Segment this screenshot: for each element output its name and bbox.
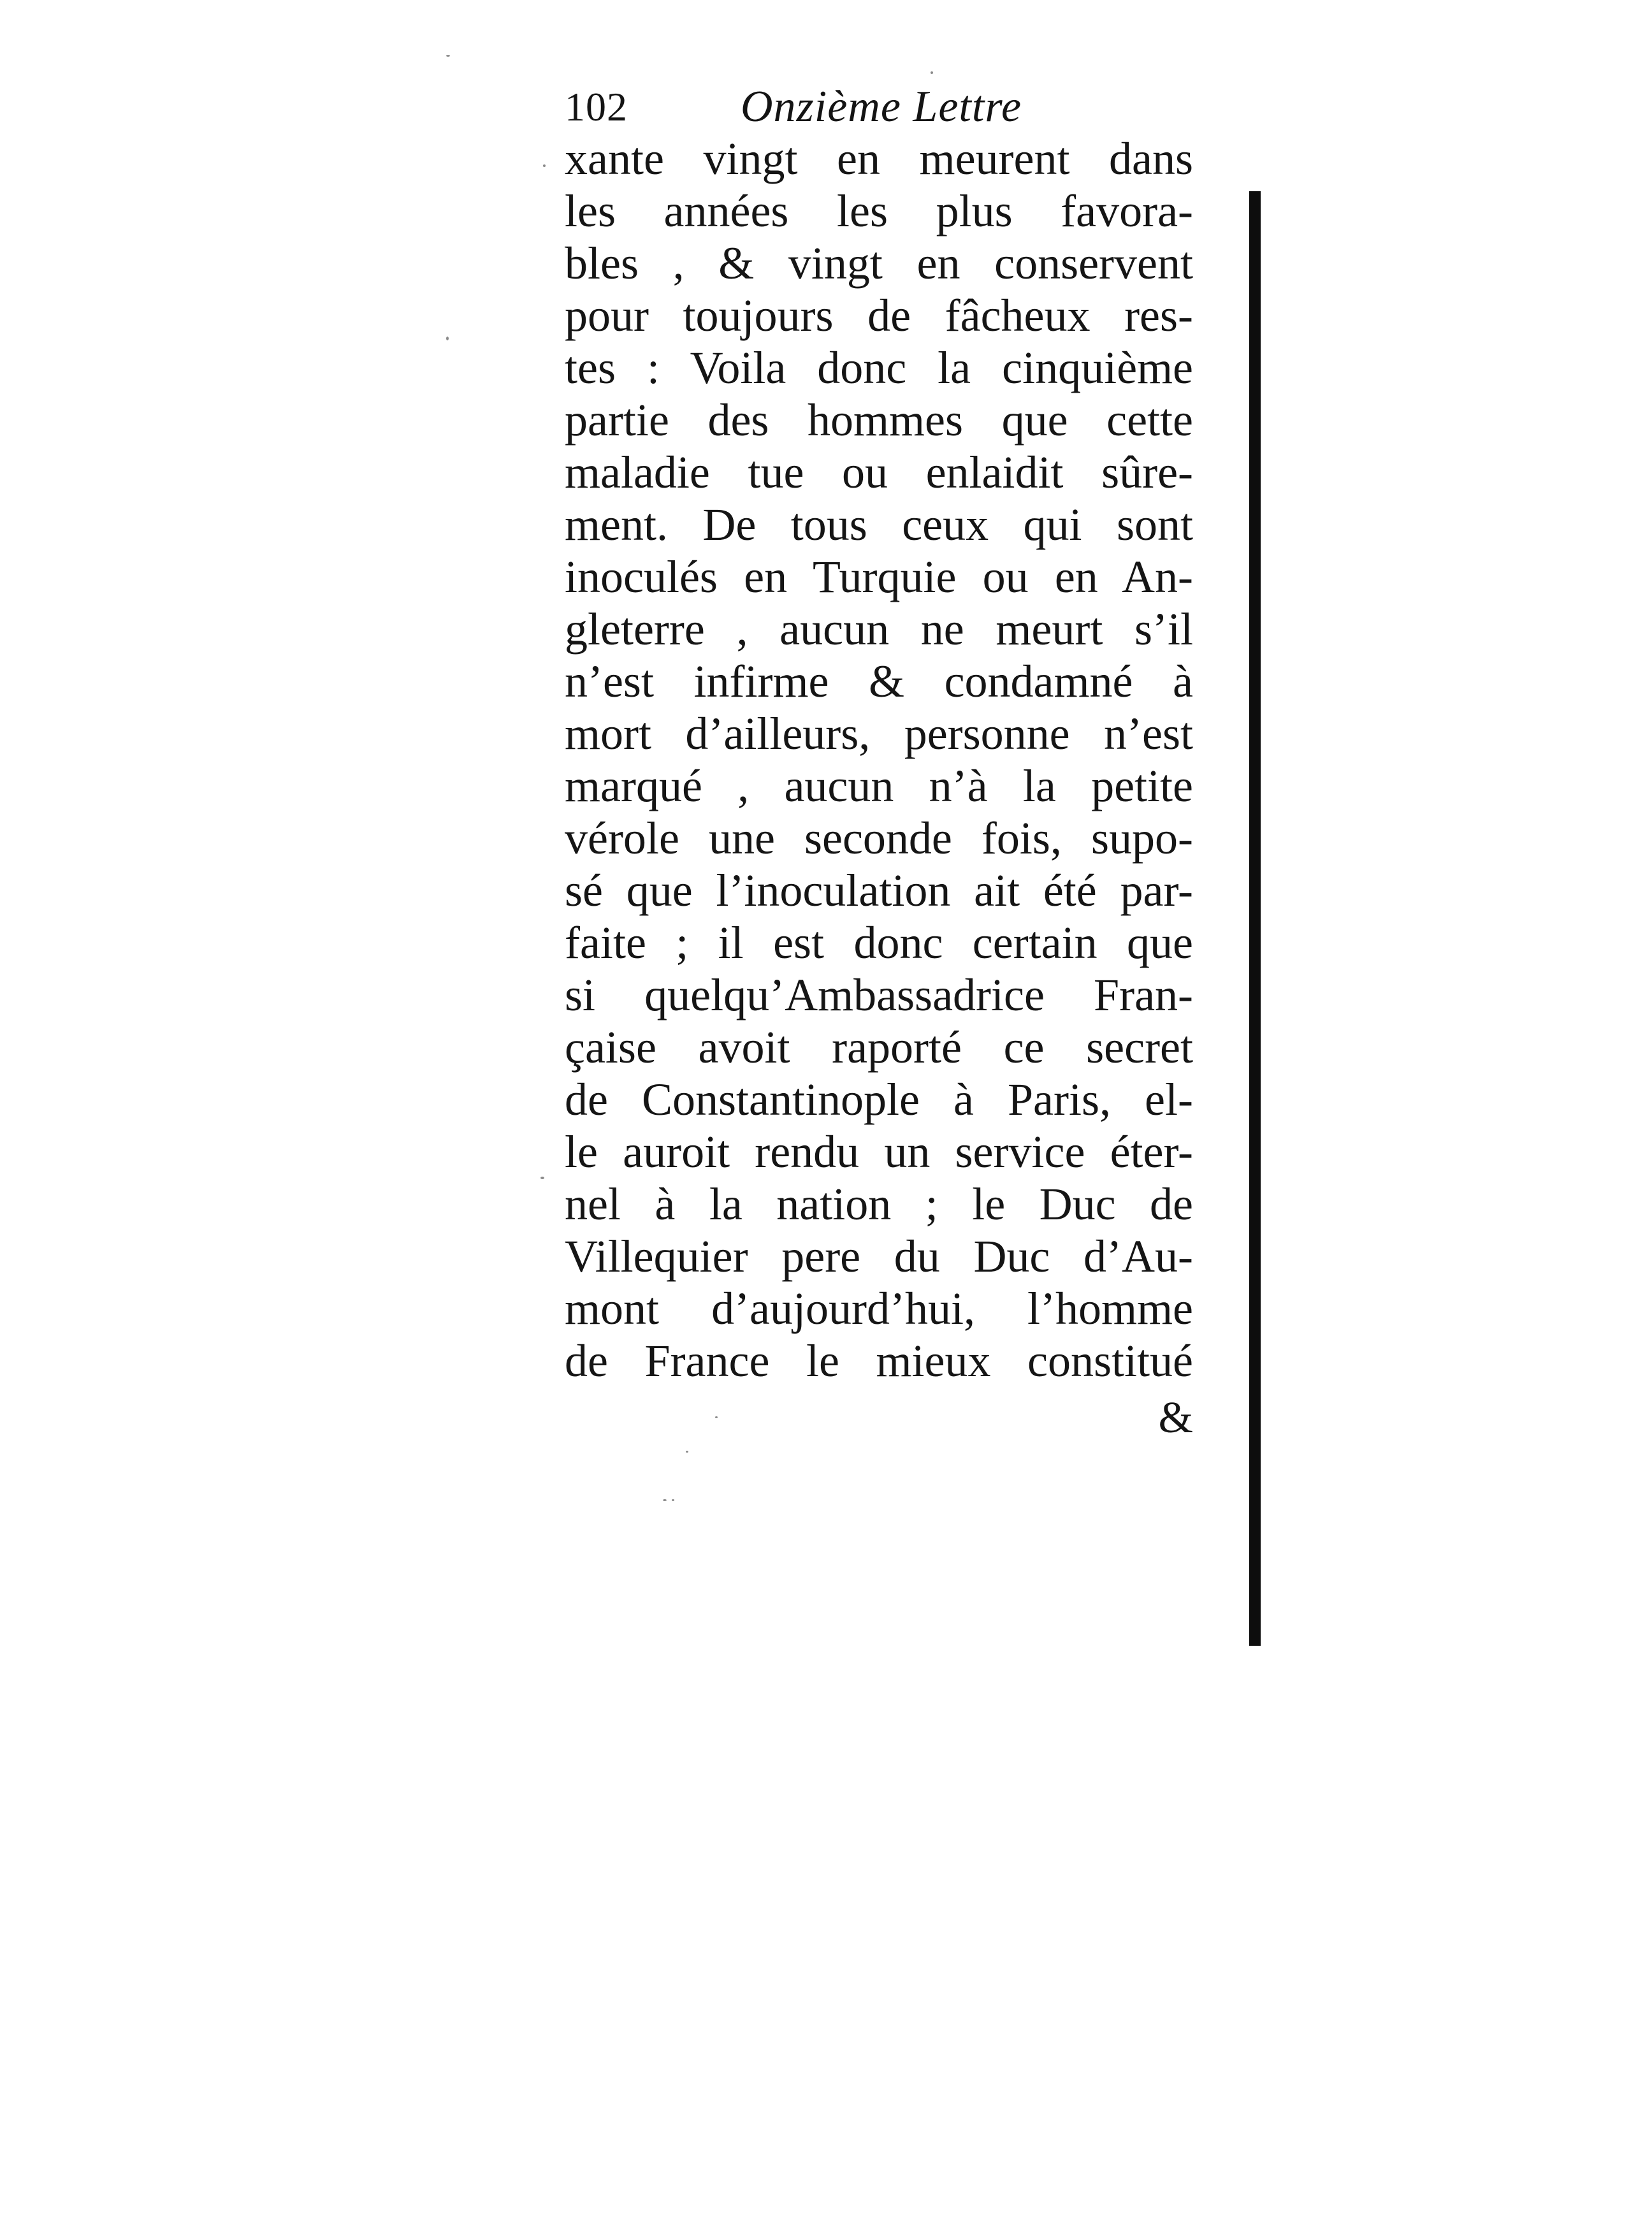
- paper-speck: [931, 71, 933, 74]
- text-line: inoculés en Turquie ou en An-: [565, 551, 1193, 602]
- text-line: çaise avoit raporté ce secret: [565, 1022, 1193, 1073]
- paper-speck: [540, 1177, 544, 1179]
- text-line: vérole une seconde fois, supo-: [565, 813, 1193, 864]
- text-line: maladie tue ou enlaidit sûre-: [565, 447, 1193, 498]
- paper-speck: [543, 164, 546, 167]
- paper-speck: [715, 1416, 718, 1418]
- text-line: marqué , aucun n’à la petite: [565, 760, 1193, 811]
- text-line: si quelqu’Ambassadrice Fran-: [565, 969, 1193, 1020]
- text-line: de Constantinople à Paris, el-: [565, 1074, 1193, 1125]
- text-line: n’est infirme & condamné à: [565, 656, 1193, 707]
- text-line: le auroit rendu un service éter-: [565, 1126, 1193, 1177]
- page-header: [565, 82, 1202, 133]
- text-line: faite ; il est donc certain que: [565, 917, 1193, 968]
- page-edge-shadow: [1249, 191, 1261, 1646]
- body-text: [565, 133, 1193, 1387]
- text-line: partie des hommes que cette: [565, 395, 1193, 446]
- text-line: nel à la nation ; le Duc de: [565, 1179, 1193, 1230]
- text-line: xante vingt en meurent dans: [565, 133, 1193, 184]
- text-line: ment. De tous ceux qui sont: [565, 499, 1193, 550]
- paper-speck: [663, 1499, 667, 1501]
- text-line: de France le mieux constitué: [565, 1335, 1193, 1386]
- text-line: bles , & vingt en conservent: [565, 238, 1193, 289]
- text-line: mont d’aujourd’hui, l’homme: [565, 1283, 1193, 1334]
- catchword: &: [1158, 1393, 1193, 1442]
- text-line: sé que l’inoculation ait été par-: [565, 865, 1193, 916]
- text-line: pour toujours de fâcheux res-: [565, 290, 1193, 341]
- text-line: Villequier pere du Duc d’Au-: [565, 1231, 1193, 1282]
- paper-speck: [686, 1451, 688, 1453]
- text-line: gleterre , aucun ne meurt s’il: [565, 604, 1193, 655]
- page-number: 102: [565, 84, 628, 129]
- paper-speck: [672, 1499, 674, 1501]
- paper-speck: [446, 337, 449, 340]
- text-line: mort d’ailleurs, personne n’est: [565, 708, 1193, 759]
- text-line: tes : Voila donc la cinquième: [565, 342, 1193, 393]
- text-line: les années les plus favora-: [565, 185, 1193, 236]
- running-head: Onzième Lettre: [741, 82, 1022, 131]
- paper-speck: [446, 55, 450, 57]
